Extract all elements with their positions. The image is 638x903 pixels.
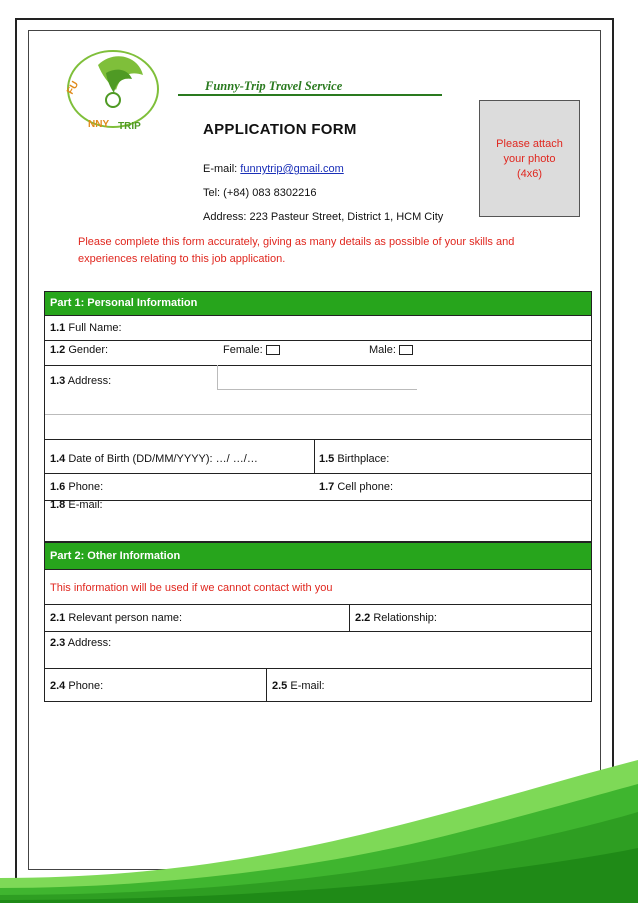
divider	[45, 365, 591, 366]
field-email[interactable]	[50, 499, 103, 511]
cell-label: Cell phone:	[334, 481, 394, 493]
field-relationship[interactable]	[355, 612, 437, 624]
field-date-of-birth[interactable]	[50, 453, 258, 465]
option-male[interactable]	[369, 344, 413, 356]
other-phone-number: 2.4	[50, 680, 66, 692]
male-label: Male:	[369, 344, 396, 356]
gender-label: Gender:	[65, 344, 109, 356]
divider	[45, 668, 591, 669]
other-address-number: 2.3	[50, 637, 66, 649]
field-birthplace[interactable]	[319, 453, 389, 465]
divider	[45, 414, 591, 415]
field-cell-phone[interactable]	[319, 481, 393, 493]
gender-number: 1.2	[50, 344, 66, 356]
photo-text-line2: your photo	[503, 153, 556, 165]
address-number: 1.3	[50, 375, 66, 387]
part2-section	[44, 542, 592, 702]
part2-header: Part 2: Other Information	[44, 542, 592, 570]
contact-address: Address: 223 Pasteur Street, District 1, HCM City	[203, 211, 444, 223]
dob-label: Date of Birth (DD/MM/YYYY): …/ …/…	[65, 453, 258, 465]
person-number: 2.1	[50, 612, 66, 624]
email-link[interactable]: funnytrip@gmail.com	[240, 163, 344, 175]
photo-text-line3: (4x6)	[516, 168, 543, 180]
svg-text:NNY: NNY	[88, 119, 110, 130]
field-other-address[interactable]	[50, 637, 111, 649]
part2-body	[44, 570, 592, 702]
other-phone-label: Phone:	[65, 680, 104, 692]
field-address[interactable]	[50, 375, 111, 387]
part1-header: Part 1: Personal Information	[44, 291, 592, 316]
full-name-number: 1.1	[50, 322, 66, 334]
birthplace-label: Birthplace:	[334, 453, 390, 465]
field-relevant-person[interactable]	[50, 612, 182, 624]
divider	[217, 389, 417, 390]
field-phone[interactable]	[50, 481, 103, 493]
divider	[314, 439, 315, 473]
page-title: APPLICATION FORM	[203, 121, 357, 138]
company-name: Funny-Trip Travel Service	[205, 79, 343, 93]
female-label: Female:	[223, 344, 263, 356]
photo-text-line1: Please attach	[496, 138, 563, 150]
female-checkbox[interactable]	[266, 345, 280, 355]
male-checkbox[interactable]	[399, 345, 413, 355]
divider	[45, 439, 591, 440]
relationship-label: Relationship:	[370, 612, 437, 624]
full-name-label: Full Name:	[65, 322, 122, 334]
address-label: Address:	[65, 375, 112, 387]
decorative-green-wave	[0, 760, 638, 903]
contact-email	[203, 163, 344, 175]
svg-text:TRIP: TRIP	[118, 121, 141, 132]
email-number-label: 1.8	[50, 499, 66, 511]
other-email-label: E-mail:	[287, 680, 325, 692]
part2-note: This information will be used if we cannot contact with you	[50, 582, 333, 594]
relationship-number: 2.2	[355, 612, 371, 624]
divider	[266, 668, 267, 701]
part1-body	[44, 316, 592, 542]
phone-number-label: 1.6	[50, 481, 66, 493]
phone-label: Phone:	[65, 481, 104, 493]
person-label: Relevant person name:	[65, 612, 183, 624]
birthplace-number: 1.5	[319, 453, 335, 465]
email-label: E-mail:	[203, 163, 241, 175]
divider	[45, 500, 591, 501]
field-gender	[50, 344, 108, 356]
divider	[217, 365, 218, 389]
other-address-label: Address:	[65, 637, 112, 649]
divider	[45, 604, 591, 605]
other-email-number: 2.5	[272, 680, 288, 692]
part1-section	[44, 291, 592, 542]
dob-number: 1.4	[50, 453, 66, 465]
photo-placeholder[interactable]	[479, 100, 580, 217]
divider	[45, 631, 591, 632]
field-full-name[interactable]	[50, 322, 122, 334]
svg-text:FU: FU	[65, 79, 82, 97]
field-other-phone[interactable]	[50, 680, 103, 692]
company-underline	[178, 94, 442, 96]
form-notice: Please complete this form accurately, giving as many details as possible of your skills and experiences relating to this job application.	[78, 236, 515, 265]
cell-number-label: 1.7	[319, 481, 335, 493]
email-field-label: E-mail:	[65, 499, 103, 511]
option-female[interactable]	[223, 344, 280, 356]
divider	[349, 604, 350, 631]
funny-trip-logo	[58, 45, 168, 135]
divider	[45, 340, 591, 341]
field-other-email[interactable]	[272, 680, 325, 692]
divider	[45, 473, 591, 474]
contact-tel: Tel: (+84) 083 8302216	[203, 187, 317, 199]
